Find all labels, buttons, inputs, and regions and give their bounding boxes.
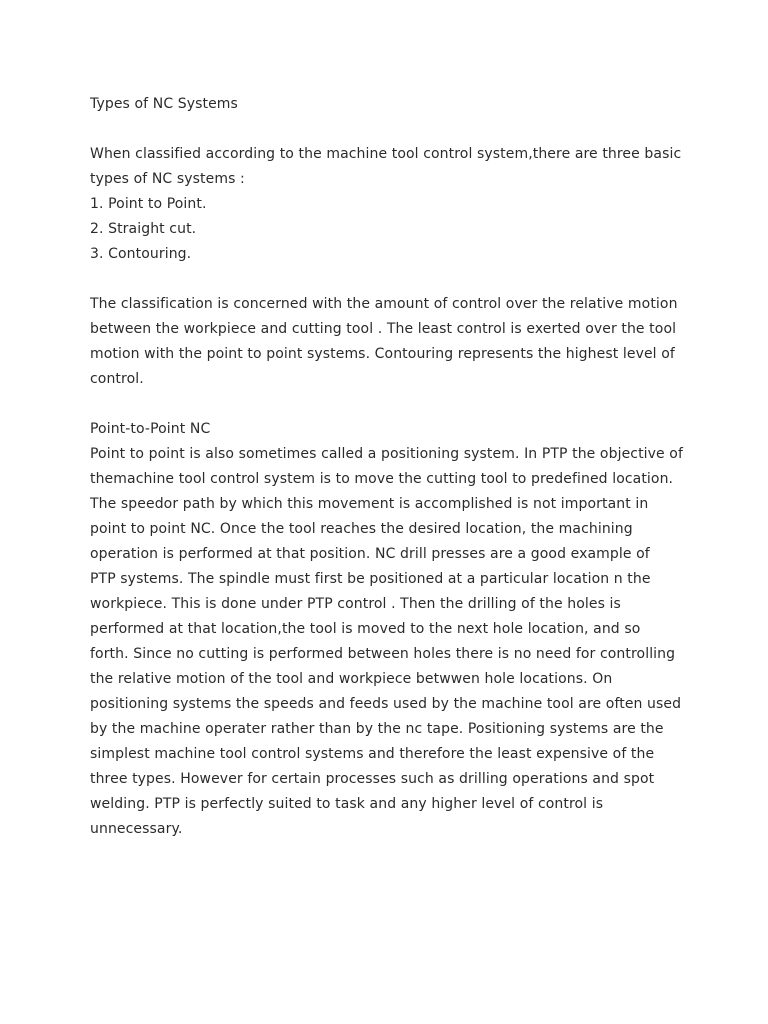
paragraph-line: themachine tool control system is to move the cutting tool to predefined location. xyxy=(90,471,674,487)
paragraph-line: The speedor path by which this movement is accomplished is not important in xyxy=(90,496,649,512)
paragraph-line: forth. Since no cutting is performed between holes there is no need for controlling xyxy=(90,646,676,662)
ptp-paragraph xyxy=(90,442,690,842)
classification-paragraph xyxy=(90,292,690,392)
paragraph-line: three types. However for certain processes such as drilling operations and spot xyxy=(90,771,655,787)
document-page xyxy=(90,92,690,842)
paragraph-line: control. xyxy=(90,371,144,387)
paragraph-line: workpiece. This is done under PTP control . Then the drilling of the holes is xyxy=(90,596,621,612)
paragraph-line: positioning systems the speeds and feeds used by the machine tool are often used xyxy=(90,696,682,712)
paragraph-line: welding. PTP is perfectly suited to task and any higher level of control is xyxy=(90,796,604,812)
intro-line: types of NC systems : xyxy=(90,171,245,187)
paragraph-line: unnecessary. xyxy=(90,821,183,837)
list-item: 3. Contouring. xyxy=(90,246,192,262)
spacer xyxy=(90,117,690,142)
paragraph-line: motion with the point to point systems. Contouring represents the highest level of xyxy=(90,346,675,362)
paragraph-line: The classification is concerned with the amount of control over the relative motion xyxy=(90,296,678,312)
intro-line: When classified according to the machine tool control system,there are three basic xyxy=(90,146,682,162)
document-title: Types of NC Systems xyxy=(90,96,238,112)
paragraph-line: between the workpiece and cutting tool . The least control is exerted over the tool xyxy=(90,321,677,337)
list-item: 2. Straight cut. xyxy=(90,221,197,237)
section-heading: Point-to-Point NC xyxy=(90,421,211,437)
paragraph-line: point to point NC. Once the tool reaches the desired location, the machining xyxy=(90,521,633,537)
paragraph-line: performed at that location,the tool is moved to the next hole location, and so xyxy=(90,621,641,637)
paragraph-line: operation is performed at that position. NC drill presses are a good example of xyxy=(90,546,650,562)
paragraph-line: the relative motion of the tool and workpiece betwwen hole locations. On xyxy=(90,671,613,687)
nc-types-list xyxy=(90,192,690,267)
spacer xyxy=(90,267,690,292)
paragraph-line: simplest machine tool control systems and therefore the least expensive of the xyxy=(90,746,655,762)
intro-paragraph xyxy=(90,142,690,192)
paragraph-line: PTP systems. The spindle must first be positioned at a particular location n the xyxy=(90,571,651,587)
spacer xyxy=(90,392,690,417)
paragraph-line: Point to point is also sometimes called a positioning system. In PTP the objective of xyxy=(90,446,684,462)
paragraph-line: by the machine operater rather than by the nc tape. Positioning systems are the xyxy=(90,721,664,737)
list-item: 1. Point to Point. xyxy=(90,196,207,212)
